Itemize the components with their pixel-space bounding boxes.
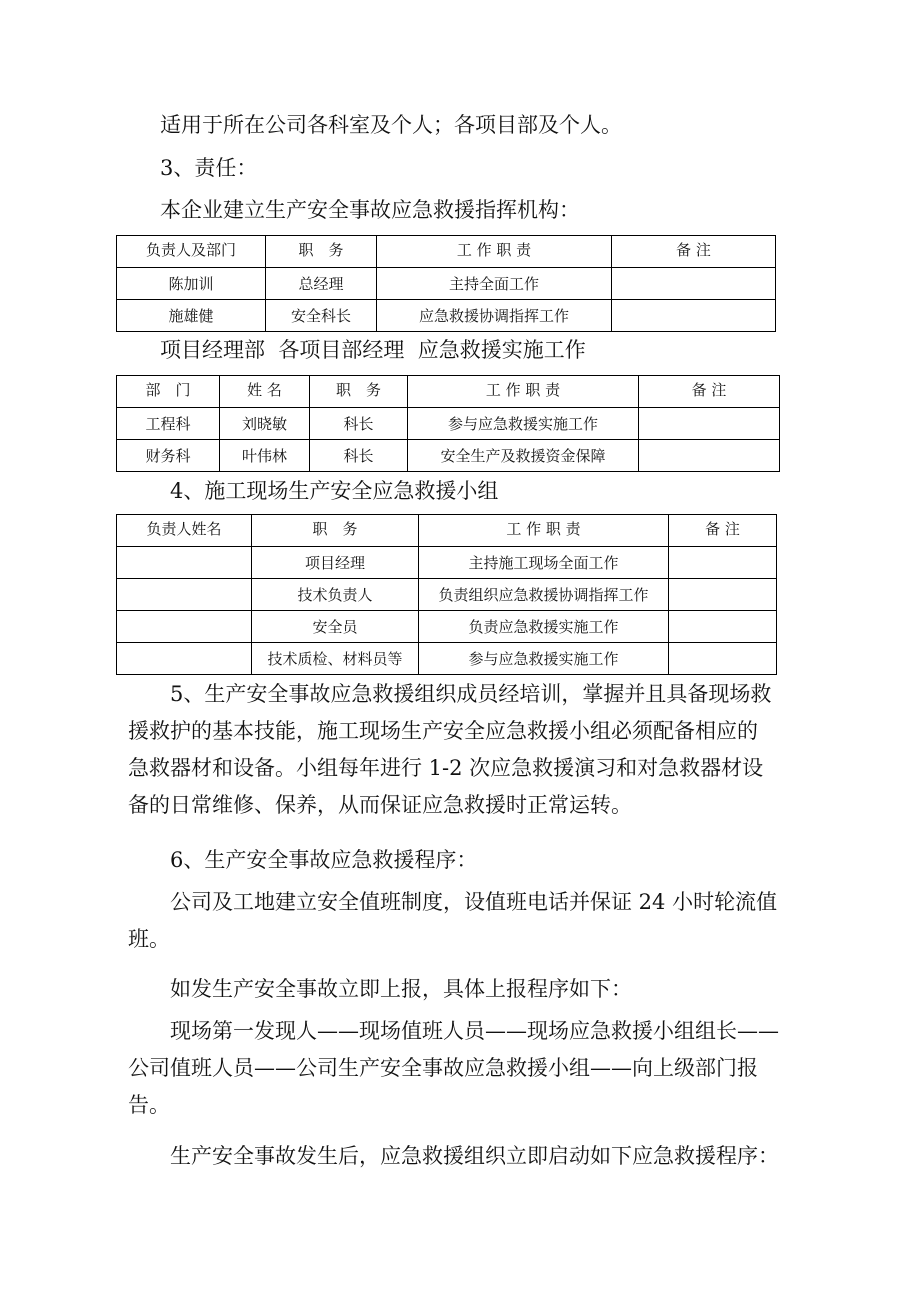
- table-cell: 叶伟林: [220, 440, 310, 472]
- table-cell: [669, 547, 777, 579]
- duty-paragraph: [128, 884, 777, 958]
- table-cell: 主持全面工作: [377, 268, 612, 300]
- table-cell: 负责应急救援实施工作: [419, 611, 669, 643]
- table-cell: 技术负责人: [252, 579, 419, 611]
- table-header-row: [117, 515, 777, 547]
- table-cell: [639, 440, 780, 472]
- header-cell: 职 务: [252, 515, 419, 547]
- table-cell: 刘晓敏: [220, 408, 310, 440]
- paragraph-line: 援救护的基本技能，施工现场生产安全应急救援小组必须配备相应的: [128, 719, 758, 743]
- header-cell: 备 注: [612, 236, 776, 268]
- report-intro: 如发生产安全事故立即上报，具体上报程序如下：: [170, 977, 632, 1001]
- table-cell: [612, 300, 776, 332]
- table-cell: 科长: [310, 440, 408, 472]
- heading-responsibility: 3、责任：: [160, 156, 258, 180]
- paragraph-line: 急救器材和设备。小组每年进行 1-2 次应急救援演习和对急救器材设: [128, 756, 764, 780]
- table-cell: 安全科长: [266, 300, 377, 332]
- table-row: [117, 579, 777, 611]
- table-cell: 总经理: [266, 268, 377, 300]
- table-row: [117, 408, 780, 440]
- table-cell: [117, 547, 252, 579]
- department-table: [116, 375, 780, 472]
- heading-procedure: 6、生产安全事故应急救援程序：: [170, 848, 478, 872]
- header-cell: 工 作 职 责: [377, 236, 612, 268]
- table-cell: 工程科: [117, 408, 220, 440]
- table-cell: [612, 268, 776, 300]
- table-row: [117, 643, 777, 675]
- paragraph-line: 现场第一发现人——现场值班人员——现场应急救援小组组长——: [170, 1019, 779, 1043]
- paragraph-line: 公司值班人员——公司生产安全事故应急救援小组——向上级部门报: [128, 1056, 758, 1080]
- table-cell: 项目经理: [252, 547, 419, 579]
- table-row: [117, 440, 780, 472]
- table-row: [117, 268, 776, 300]
- table-cell: [117, 579, 252, 611]
- table-cell: 参与应急救援实施工作: [419, 643, 669, 675]
- table-cell: [117, 643, 252, 675]
- table-cell: 陈加训: [117, 268, 266, 300]
- paragraph-line: 告。: [128, 1093, 170, 1117]
- table-row: [117, 300, 776, 332]
- table-cell: 应急救援协调指挥工作: [377, 300, 612, 332]
- table-row: [117, 547, 777, 579]
- paragraph-line: 5、生产安全事故应急救援组织成员经培训，掌握并且具备现场救: [170, 682, 772, 706]
- org-statement: 本企业建立生产安全事故应急救援指挥机构：: [160, 198, 580, 222]
- table-cell: [669, 643, 777, 675]
- header-cell: 职 务: [266, 236, 377, 268]
- table-cell: 负责组织应急救援协调指挥工作: [419, 579, 669, 611]
- header-cell: 姓 名: [220, 376, 310, 408]
- paragraph-line: 备的日常维修、保养，从而保证应急救援时正常运转。: [128, 793, 632, 817]
- table-cell: 科长: [310, 408, 408, 440]
- report-chain-paragraph: [128, 1013, 779, 1124]
- header-cell: 负责人姓名: [117, 515, 252, 547]
- site-team-table: [116, 514, 777, 675]
- header-cell: 工 作 职 责: [419, 515, 669, 547]
- table-cell: [669, 611, 777, 643]
- table-cell: [639, 408, 780, 440]
- procedure-start-text: 生产安全事故发生后，应急救援组织立即启动如下应急救援程序：: [170, 1144, 779, 1168]
- table-cell: [669, 579, 777, 611]
- training-paragraph: [128, 676, 771, 824]
- table-cell: 施雄健: [117, 300, 266, 332]
- table-cell: 主持施工现场全面工作: [419, 547, 669, 579]
- header-cell: 工 作 职 责: [408, 376, 639, 408]
- header-cell: 职 务: [310, 376, 408, 408]
- header-cell: 负责人及部门: [117, 236, 266, 268]
- table-cell: [117, 611, 252, 643]
- paragraph-line: 班。: [128, 927, 170, 951]
- table-cell: 参与应急救援实施工作: [408, 408, 639, 440]
- command-table: [116, 235, 776, 332]
- table-row: [117, 611, 777, 643]
- table-cell: 安全生产及救援资金保障: [408, 440, 639, 472]
- project-dept-line: 项目经理部 各项目部经理 应急救援实施工作: [160, 338, 586, 362]
- table-header-row: [117, 376, 780, 408]
- header-cell: 备 注: [669, 515, 777, 547]
- table-header-row: [117, 236, 776, 268]
- table-cell: 安全员: [252, 611, 419, 643]
- scope-text: 适用于所在公司各科室及个人；各项目部及个人。: [160, 113, 622, 137]
- table-cell: 财务科: [117, 440, 220, 472]
- header-cell: 备 注: [639, 376, 780, 408]
- header-cell: 部 门: [117, 376, 220, 408]
- heading-site-team: 4、施工现场生产安全应急救援小组: [170, 479, 499, 503]
- table-cell: 技术质检、材料员等: [252, 643, 419, 675]
- paragraph-line: 公司及工地建立安全值班制度，设值班电话并保证 24 小时轮流值: [170, 890, 778, 914]
